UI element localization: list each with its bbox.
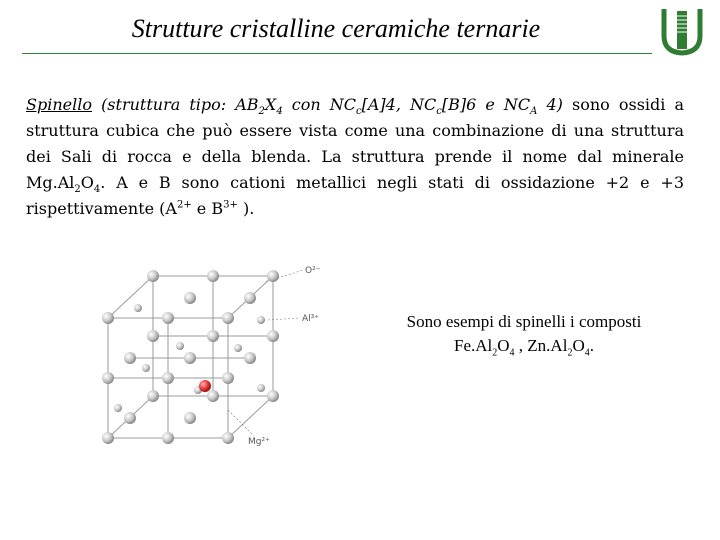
spinel-description: Spinello (struttura tipo: $AB_2X_4$ con $NC_c[A]4$, $NC_c[B]6$ e $NC_A$ 4) sono ossidi a struttura cubica che può essere vista come una combinazione di una struttura dei Sali di rocca e della blenda. La struttura prende il nome dal minerale $Mg.Al_2O_4$. A e B sono cationi metallici negli stati di ossidazione +2 e +3 rispettivamente ($A^{2+}$ e $B^{3+}$ ). [26, 95, 685, 218]
title-divider [22, 53, 652, 54]
slide-title: Strutture cristalline ceramiche ternarie [131, 14, 541, 43]
spinel-term: Spinello [26, 95, 92, 114]
oxygen-label: O²⁻ [305, 266, 321, 276]
university-logo-icon [660, 6, 704, 56]
spinel-crystal-figure [88, 248, 358, 458]
examples-intro: Sono esempi di spinelli i composti [406, 312, 642, 331]
magnesium-label: Mg²⁺ [248, 437, 270, 447]
oxygen-atoms [102, 270, 279, 444]
structure-type: (struttura tipo: $AB_2X_4$ con $NC_c[A]4$, $NC_c[B]6$ e $NC_A$ 4) [101, 95, 563, 118]
spinel-examples [352, 310, 696, 358]
magnesium-atom [199, 380, 211, 392]
examples-compounds: $Fe.Al_2O_4$ , $Zn.Al_2O_4$. [454, 336, 594, 359]
leader-lines [228, 270, 303, 436]
aluminium-label: Al³⁺ [302, 314, 320, 324]
